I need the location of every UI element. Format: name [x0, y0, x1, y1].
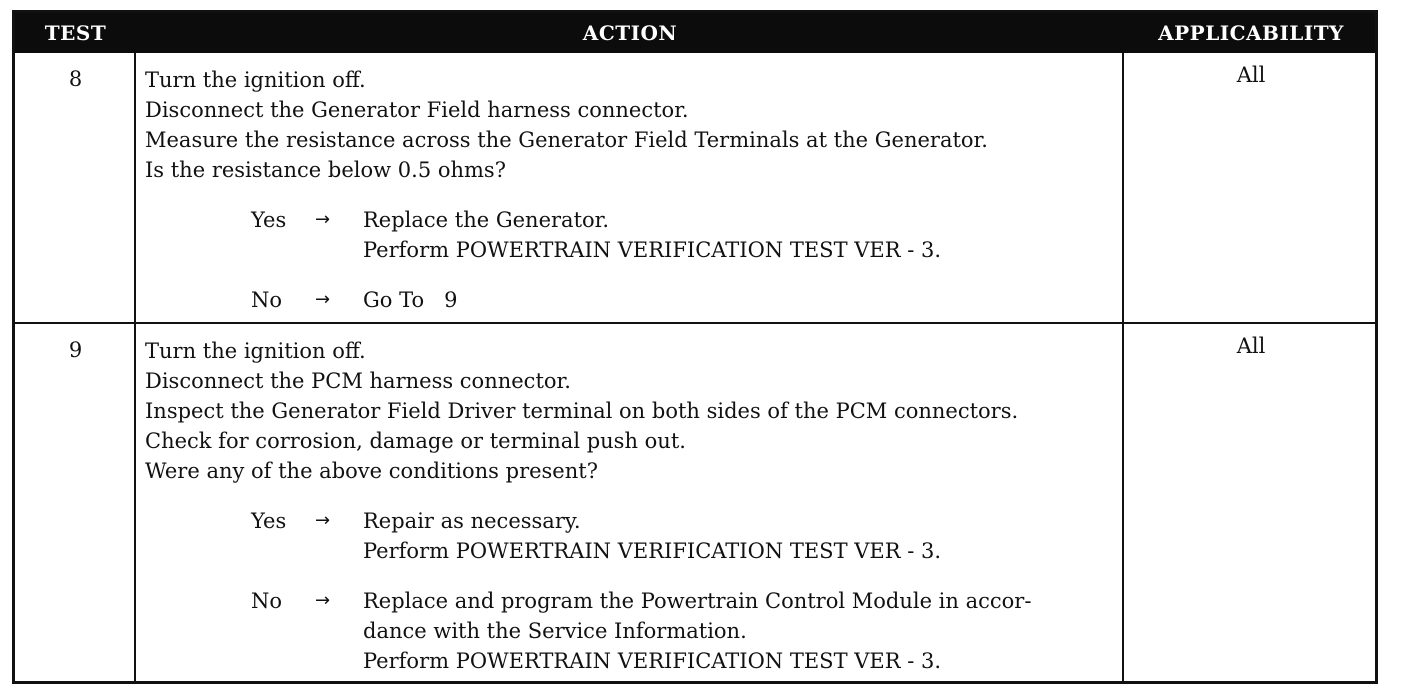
- header-applicability: APPLICABILITY: [1158, 21, 1344, 45]
- yes-label: Yes: [251, 509, 287, 533]
- no-branch: [251, 285, 1120, 315]
- action-question: Is the resistance below 0.5 ohms?: [145, 158, 506, 182]
- table-row-test-8: [15, 53, 1375, 324]
- table-header: [15, 13, 1375, 53]
- yes-branch: [251, 506, 1120, 566]
- yes-label: Yes: [251, 208, 287, 232]
- action-step: Measure the resistance across the Generator Field Terminals at the Generator.: [145, 128, 988, 152]
- action-question: Were any of the above conditions present?: [145, 459, 598, 483]
- result-line: Repair as necessary.: [363, 509, 581, 533]
- arrow-right-icon: →: [315, 590, 331, 611]
- no-label: No: [251, 288, 283, 312]
- action-step: Check for corrosion, damage or terminal push out.: [145, 429, 686, 453]
- result-line: Perform POWERTRAIN VERIFICATION TEST VER - 3.: [363, 649, 942, 673]
- arrow-right-icon: →: [315, 209, 331, 230]
- test-number: 8: [68, 67, 83, 91]
- no-label: No: [251, 589, 283, 613]
- yes-result: [363, 205, 1113, 265]
- arrow-right-icon: →: [315, 510, 331, 531]
- test-number: 9: [68, 338, 83, 362]
- diagnostic-test-table: [12, 10, 1378, 684]
- action-step: Turn the ignition off.: [145, 339, 366, 363]
- action-step: Disconnect the Generator Field harness connector.: [145, 98, 689, 122]
- action-step: Disconnect the PCM harness connector.: [145, 369, 571, 393]
- result-line: Perform POWERTRAIN VERIFICATION TEST VER - 3.: [363, 539, 942, 563]
- result-line: Perform POWERTRAIN VERIFICATION TEST VER - 3.: [363, 238, 942, 262]
- yes-result: [363, 506, 1113, 566]
- no-result: [363, 586, 1113, 676]
- result-line: Replace the Generator.: [363, 208, 610, 232]
- result-line: Go To 9: [363, 288, 458, 312]
- no-branch: [251, 586, 1120, 676]
- header-action: ACTION: [582, 21, 678, 45]
- action-cell: [145, 336, 1120, 676]
- yes-branch: [251, 205, 1120, 265]
- action-step: Turn the ignition off.: [145, 68, 366, 92]
- applicability-value: All: [1236, 334, 1266, 358]
- no-result: [363, 285, 1113, 315]
- applicability-value: All: [1236, 63, 1266, 87]
- table-row-test-9: [15, 324, 1375, 684]
- header-test: TEST: [44, 21, 107, 45]
- arrow-right-icon: →: [315, 289, 331, 310]
- action-cell: [145, 65, 1120, 315]
- result-line: Replace and program the Powertrain Control Module in accor-: [363, 589, 1032, 613]
- action-step: Inspect the Generator Field Driver terminal on both sides of the PCM connectors.: [145, 399, 1019, 423]
- result-line: dance with the Service Information.: [363, 619, 747, 643]
